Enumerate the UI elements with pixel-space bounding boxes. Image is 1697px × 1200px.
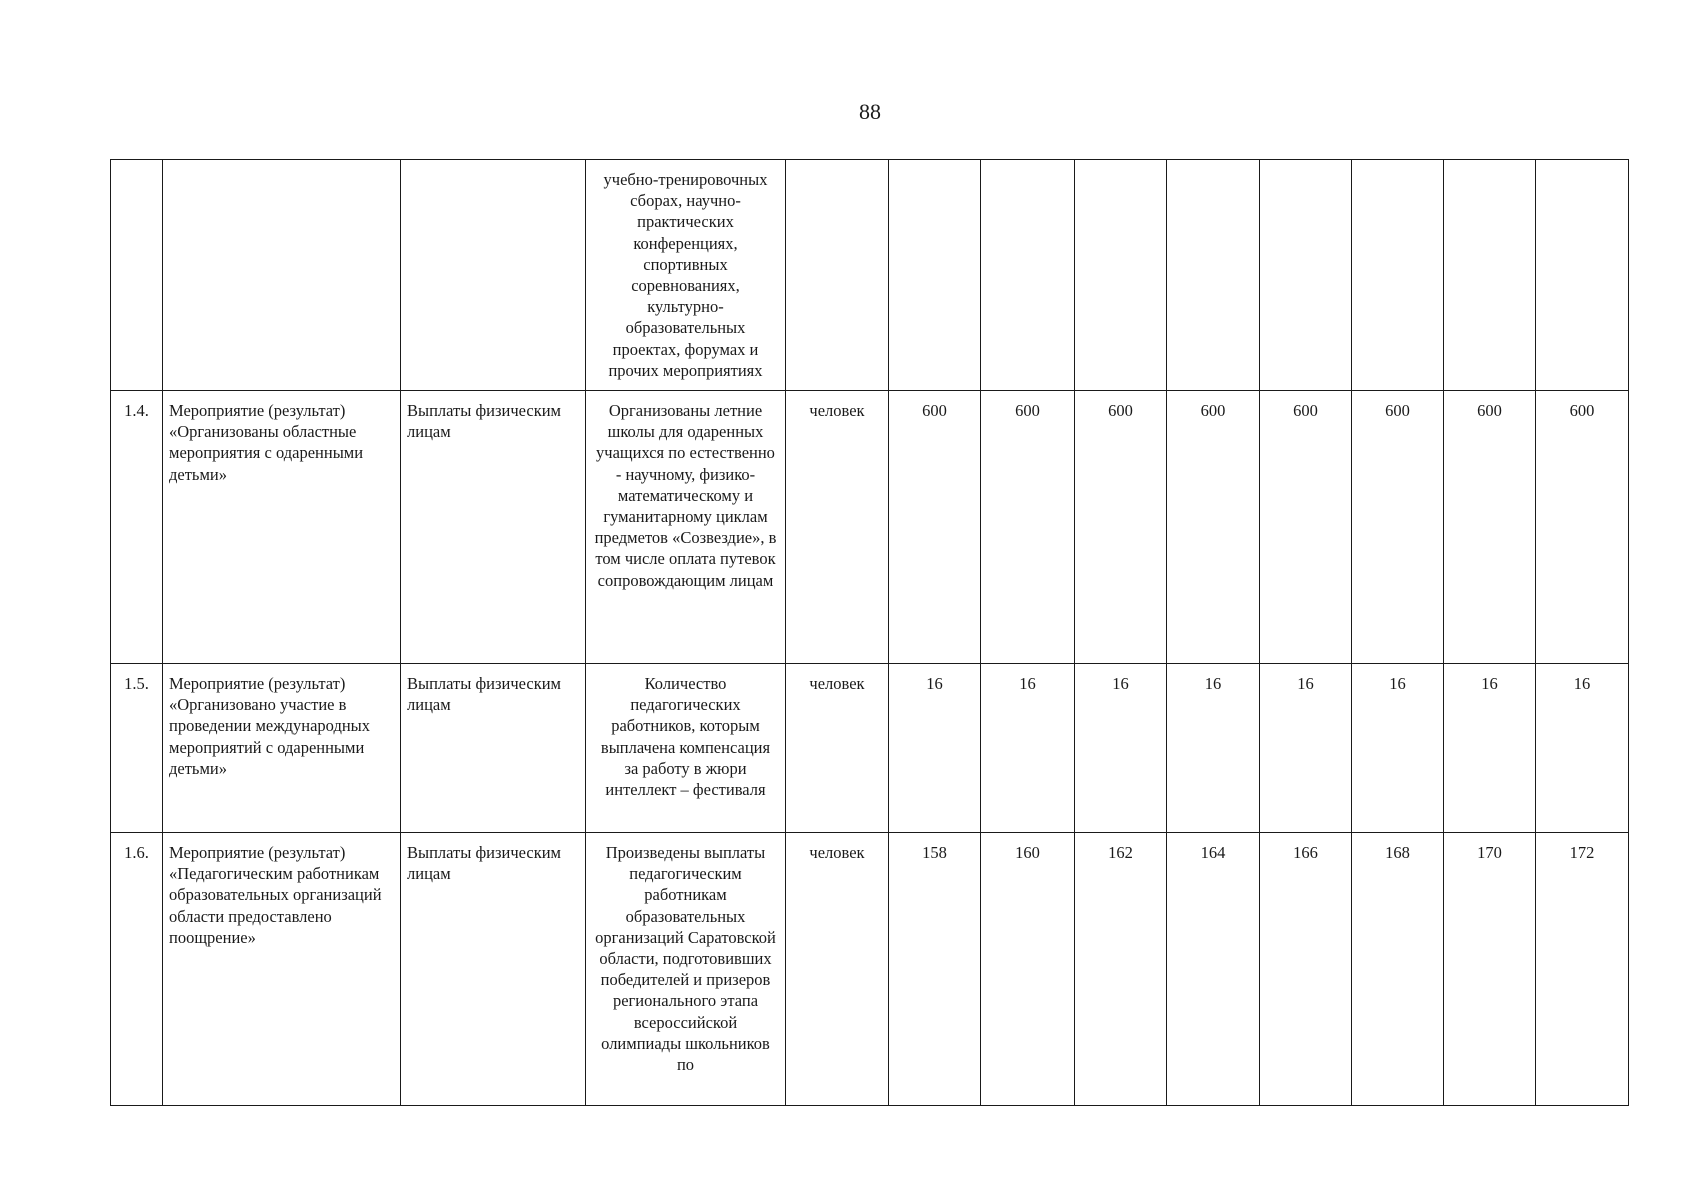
- result-description-cell: Количество педагогических работников, которым выплачена компенсация за работу в жюри интеллект – фестиваля: [586, 664, 786, 833]
- value-cell: [889, 160, 981, 391]
- value-cell: [1536, 160, 1629, 391]
- unit-cell: человек: [786, 664, 889, 833]
- value-cell: 600: [1352, 391, 1444, 664]
- table-row: [111, 664, 1629, 833]
- value-cell: 16: [1352, 664, 1444, 833]
- measure-name-cell: Мероприятие (результат) «Организовано участие в проведении международных мероприятий с одаренными детьми»: [163, 664, 401, 833]
- unit-cell: человек: [786, 833, 889, 1106]
- value-cell: 158: [889, 833, 981, 1106]
- measure-name-cell: [163, 160, 401, 391]
- unit-cell: [786, 160, 889, 391]
- table-row: [111, 391, 1629, 664]
- value-cell: [981, 160, 1075, 391]
- value-cell: 600: [1075, 391, 1167, 664]
- row-number-cell: 1.4.: [111, 391, 163, 664]
- value-cell: [1444, 160, 1536, 391]
- value-cell: [1260, 160, 1352, 391]
- value-cell: 600: [1167, 391, 1260, 664]
- measure-name-cell: Мероприятие (результат) «Педагогическим работникам образовательных организаций области предоставлено поощрение»: [163, 833, 401, 1106]
- measure-type-cell: Выплаты физическим лицам: [401, 391, 586, 664]
- value-cell: 16: [1167, 664, 1260, 833]
- value-cell: 600: [1536, 391, 1629, 664]
- measure-name-cell: Мероприятие (результат) «Организованы областные мероприятия с одаренными детьми»: [163, 391, 401, 664]
- unit-cell: человек: [786, 391, 889, 664]
- value-cell: 16: [1536, 664, 1629, 833]
- value-cell: 600: [1444, 391, 1536, 664]
- result-description-cell: учебно-тренировочных сборах, научно-практических конференциях, спортивных соревнованиях, культурно-образовательных проектах, форумах и прочих мероприятиях: [586, 160, 786, 391]
- result-description-cell: Организованы летние школы для одаренных учащихся по естественно - научному, физико-математическому и гуманитарному циклам предметов «Созвездие», в том числе оплата путевок сопровождающим лицам: [586, 391, 786, 664]
- result-description-cell: Произведены выплаты педагогическим работникам образовательных организаций Саратовской области, подготовивших победителей и призеров регионального этапа всероссийской олимпиады школьников по: [586, 833, 786, 1106]
- value-cell: 16: [1075, 664, 1167, 833]
- table-row: [111, 833, 1629, 1106]
- value-cell: 16: [1260, 664, 1352, 833]
- value-cell: [1075, 160, 1167, 391]
- measure-type-cell: Выплаты физическим лицам: [401, 833, 586, 1106]
- measure-type-cell: [401, 160, 586, 391]
- row-number-cell: 1.5.: [111, 664, 163, 833]
- row-number-cell: 1.6.: [111, 833, 163, 1106]
- value-cell: 170: [1444, 833, 1536, 1106]
- value-cell: 162: [1075, 833, 1167, 1106]
- value-cell: 166: [1260, 833, 1352, 1106]
- value-cell: [1352, 160, 1444, 391]
- value-cell: 600: [981, 391, 1075, 664]
- value-cell: 160: [981, 833, 1075, 1106]
- results-table: [110, 159, 1629, 1106]
- page-number: 88: [859, 99, 881, 124]
- value-cell: 600: [889, 391, 981, 664]
- value-cell: [1167, 160, 1260, 391]
- value-cell: 16: [981, 664, 1075, 833]
- row-number-cell: [111, 160, 163, 391]
- value-cell: 164: [1167, 833, 1260, 1106]
- value-cell: 16: [889, 664, 981, 833]
- table-row: [111, 160, 1629, 391]
- value-cell: 16: [1444, 664, 1536, 833]
- measure-type-cell: Выплаты физическим лицам: [401, 664, 586, 833]
- value-cell: 168: [1352, 833, 1444, 1106]
- value-cell: 600: [1260, 391, 1352, 664]
- value-cell: 172: [1536, 833, 1629, 1106]
